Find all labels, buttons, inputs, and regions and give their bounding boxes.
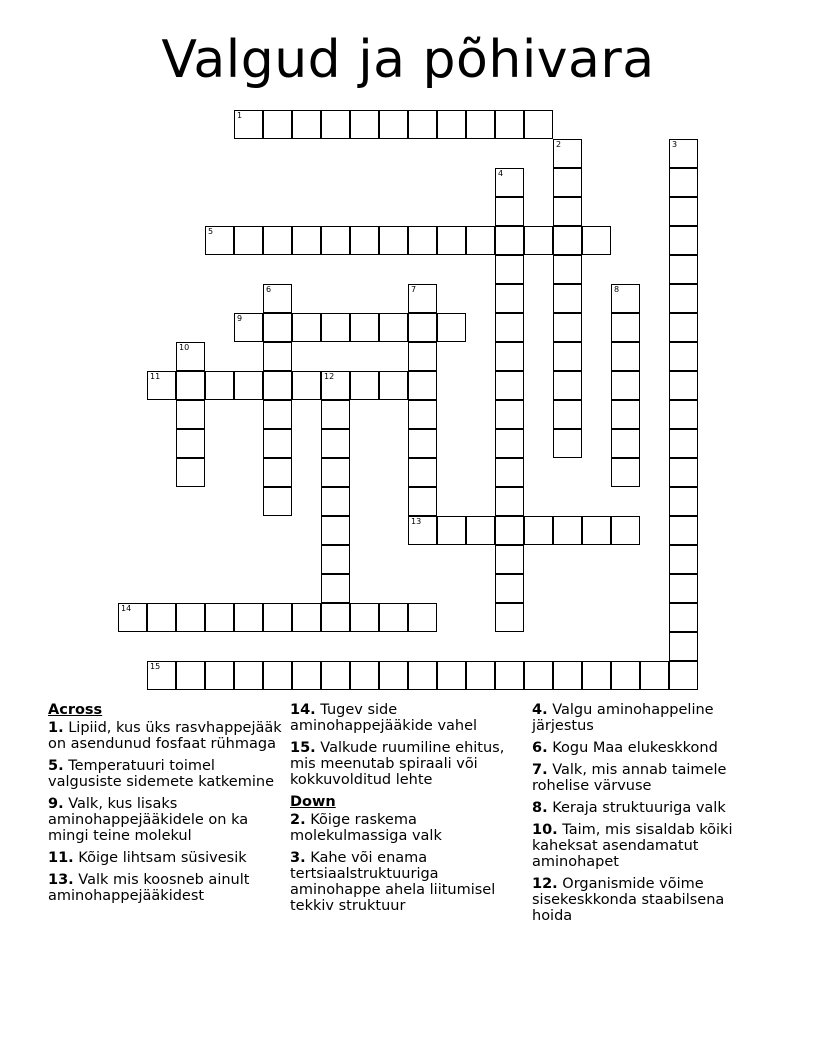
grid-cell[interactable] bbox=[263, 371, 292, 400]
grid-cell[interactable] bbox=[176, 661, 205, 690]
grid-cell[interactable] bbox=[466, 226, 495, 255]
grid-cell[interactable] bbox=[292, 661, 321, 690]
grid-cell[interactable] bbox=[321, 603, 350, 632]
grid-cell[interactable] bbox=[669, 284, 698, 313]
grid-cell[interactable] bbox=[495, 545, 524, 574]
grid-cell[interactable] bbox=[669, 574, 698, 603]
cell-number: 2 bbox=[556, 140, 562, 149]
grid-cell[interactable] bbox=[379, 661, 408, 690]
cell-number: 6 bbox=[266, 285, 272, 294]
grid-cell[interactable] bbox=[176, 429, 205, 458]
grid-cell[interactable] bbox=[495, 342, 524, 371]
grid-cell[interactable] bbox=[611, 371, 640, 400]
grid-cell[interactable] bbox=[553, 226, 582, 255]
clue-text: Kõige lihtsam süsivesik bbox=[78, 850, 247, 866]
clue-text: Organismide võime sisekeskkonda staabilsena hoida bbox=[532, 876, 725, 924]
grid-cell[interactable] bbox=[379, 226, 408, 255]
grid-cell[interactable] bbox=[495, 603, 524, 632]
grid-cell[interactable] bbox=[582, 226, 611, 255]
grid-cell[interactable] bbox=[321, 458, 350, 487]
clue-text: Lipiid, kus üks rasvhappejääk on asendunud fosfaat rühmaga bbox=[48, 720, 282, 752]
grid-cell[interactable] bbox=[263, 429, 292, 458]
grid-cell[interactable] bbox=[553, 313, 582, 342]
grid-cell[interactable] bbox=[408, 284, 437, 313]
clue-text: Valk, kus lisaks aminohappejääkidele on ka mingi teine molekul bbox=[48, 796, 249, 844]
clue-number: 13. bbox=[48, 872, 74, 888]
grid-cell[interactable] bbox=[176, 371, 205, 400]
grid-cell[interactable] bbox=[611, 429, 640, 458]
cell-number: 14 bbox=[121, 604, 132, 613]
clue-text: Keraja struktuuriga valk bbox=[552, 800, 726, 816]
grid-cell[interactable] bbox=[669, 516, 698, 545]
grid-cell[interactable] bbox=[379, 313, 408, 342]
clue-text: Tugev side aminohappejääkide vahel bbox=[290, 702, 478, 734]
grid-cell[interactable] bbox=[147, 661, 176, 690]
clue-text: Valgu aminohappeline järjestus bbox=[532, 702, 714, 734]
down-heading: Down bbox=[290, 794, 336, 810]
grid-cell[interactable] bbox=[669, 661, 698, 690]
grid-cell[interactable] bbox=[321, 429, 350, 458]
grid-cell[interactable] bbox=[495, 429, 524, 458]
clue-text: Taim, mis sisaldab kõiki kaheksat asendamatut aminohapet bbox=[532, 822, 733, 870]
grid-cell[interactable] bbox=[292, 603, 321, 632]
cell-number: 7 bbox=[411, 285, 417, 294]
grid-cell[interactable] bbox=[466, 110, 495, 139]
grid-cell[interactable] bbox=[669, 313, 698, 342]
grid-cell[interactable] bbox=[321, 110, 350, 139]
cell-number: 12 bbox=[324, 372, 335, 381]
grid-cell[interactable] bbox=[408, 371, 437, 400]
grid-cell[interactable] bbox=[147, 371, 176, 400]
clue-across-13 bbox=[48, 872, 284, 904]
grid-cell[interactable] bbox=[495, 284, 524, 313]
grid-cell[interactable] bbox=[495, 574, 524, 603]
grid-cell[interactable] bbox=[495, 516, 524, 545]
grid-cell[interactable] bbox=[524, 516, 553, 545]
grid-cell[interactable] bbox=[205, 661, 234, 690]
clue-across-14 bbox=[290, 702, 526, 734]
clue-across-1 bbox=[48, 720, 284, 752]
clue-number: 6. bbox=[532, 740, 548, 756]
clue-number: 9. bbox=[48, 796, 64, 812]
grid-cell[interactable] bbox=[408, 342, 437, 371]
cell-number: 8 bbox=[614, 285, 620, 294]
grid-cell[interactable] bbox=[263, 661, 292, 690]
grid-cell[interactable] bbox=[350, 603, 379, 632]
grid-cell[interactable] bbox=[379, 603, 408, 632]
grid-cell[interactable] bbox=[263, 226, 292, 255]
grid-cell[interactable] bbox=[408, 661, 437, 690]
grid-cell[interactable] bbox=[350, 110, 379, 139]
grid-cell[interactable] bbox=[495, 458, 524, 487]
grid-cell[interactable] bbox=[495, 661, 524, 690]
grid-cell[interactable] bbox=[234, 603, 263, 632]
clue-down-6 bbox=[532, 740, 768, 756]
grid-cell[interactable] bbox=[669, 139, 698, 168]
grid-cell[interactable] bbox=[234, 313, 263, 342]
grid-cell[interactable] bbox=[321, 313, 350, 342]
grid-cell[interactable] bbox=[495, 313, 524, 342]
grid-cell[interactable] bbox=[611, 400, 640, 429]
grid-cell[interactable] bbox=[292, 110, 321, 139]
grid-cell[interactable] bbox=[176, 603, 205, 632]
grid-cell[interactable] bbox=[611, 661, 640, 690]
grid-cell[interactable] bbox=[669, 487, 698, 516]
grid-cell[interactable] bbox=[408, 516, 437, 545]
grid-cell[interactable] bbox=[321, 371, 350, 400]
grid-cell[interactable] bbox=[292, 371, 321, 400]
clue-column-2 bbox=[290, 702, 526, 920]
grid-cell[interactable] bbox=[669, 342, 698, 371]
grid-cell[interactable] bbox=[408, 429, 437, 458]
grid-cell[interactable] bbox=[611, 313, 640, 342]
clue-number: 4. bbox=[532, 702, 548, 718]
cell-number: 13 bbox=[411, 517, 422, 526]
grid-cell[interactable] bbox=[669, 603, 698, 632]
grid-cell[interactable] bbox=[669, 371, 698, 400]
grid-cell[interactable] bbox=[263, 110, 292, 139]
grid-cell[interactable] bbox=[495, 110, 524, 139]
grid-cell[interactable] bbox=[350, 226, 379, 255]
grid-cell[interactable] bbox=[263, 603, 292, 632]
grid-cell[interactable] bbox=[640, 661, 669, 690]
grid-cell[interactable] bbox=[611, 284, 640, 313]
clue-number: 11. bbox=[48, 850, 74, 866]
grid-cell[interactable] bbox=[495, 168, 524, 197]
grid-cell[interactable] bbox=[234, 110, 263, 139]
grid-cell[interactable] bbox=[553, 139, 582, 168]
grid-cell[interactable] bbox=[495, 371, 524, 400]
grid-cell[interactable] bbox=[495, 197, 524, 226]
grid-cell[interactable] bbox=[524, 110, 553, 139]
grid-cell[interactable] bbox=[234, 371, 263, 400]
grid-cell[interactable] bbox=[321, 574, 350, 603]
cell-number: 4 bbox=[498, 169, 504, 178]
grid-cell[interactable] bbox=[437, 110, 466, 139]
grid-cell[interactable] bbox=[350, 661, 379, 690]
clue-text: Kõige raskema molekulmassiga valk bbox=[290, 812, 442, 844]
clue-column-3 bbox=[532, 702, 768, 930]
grid-cell[interactable] bbox=[669, 255, 698, 284]
cell-number: 15 bbox=[150, 662, 161, 671]
across-heading: Across bbox=[48, 702, 103, 718]
clue-down-12 bbox=[532, 876, 768, 924]
grid-cell[interactable] bbox=[553, 197, 582, 226]
grid-cell[interactable] bbox=[669, 400, 698, 429]
clue-number: 1. bbox=[48, 720, 64, 736]
grid-cell[interactable] bbox=[321, 661, 350, 690]
cell-number: 9 bbox=[237, 314, 243, 323]
clue-down-4 bbox=[532, 702, 768, 734]
grid-cell[interactable] bbox=[553, 255, 582, 284]
grid-cell[interactable] bbox=[408, 110, 437, 139]
grid-cell[interactable] bbox=[553, 168, 582, 197]
grid-cell[interactable] bbox=[205, 603, 234, 632]
grid-cell[interactable] bbox=[437, 226, 466, 255]
clue-number: 3. bbox=[290, 850, 306, 866]
cell-number: 10 bbox=[179, 343, 190, 352]
clue-number: 8. bbox=[532, 800, 548, 816]
grid-cell[interactable] bbox=[176, 342, 205, 371]
grid-cell[interactable] bbox=[611, 342, 640, 371]
grid-cell[interactable] bbox=[437, 661, 466, 690]
grid-cell[interactable] bbox=[263, 458, 292, 487]
clue-number: 15. bbox=[290, 740, 316, 756]
grid-cell[interactable] bbox=[234, 226, 263, 255]
grid-cell[interactable] bbox=[408, 603, 437, 632]
clue-column-1 bbox=[48, 702, 284, 910]
grid-cell[interactable] bbox=[263, 284, 292, 313]
grid-cell[interactable] bbox=[611, 516, 640, 545]
clue-across-9 bbox=[48, 796, 284, 844]
clue-number: 7. bbox=[532, 762, 548, 778]
cell-number: 5 bbox=[208, 227, 214, 236]
clue-number: 10. bbox=[532, 822, 558, 838]
clue-down-7 bbox=[532, 762, 768, 794]
grid-cell[interactable] bbox=[408, 313, 437, 342]
clue-down-3 bbox=[290, 850, 526, 914]
grid-cell[interactable] bbox=[205, 371, 234, 400]
grid-cell[interactable] bbox=[176, 400, 205, 429]
cell-number: 3 bbox=[672, 140, 678, 149]
grid-cell[interactable] bbox=[408, 226, 437, 255]
grid-cell[interactable] bbox=[553, 284, 582, 313]
grid-cell[interactable] bbox=[437, 516, 466, 545]
grid-cell[interactable] bbox=[437, 313, 466, 342]
grid-cell[interactable] bbox=[669, 545, 698, 574]
grid-cell[interactable] bbox=[669, 197, 698, 226]
clue-across-15 bbox=[290, 740, 526, 788]
grid-cell[interactable] bbox=[321, 226, 350, 255]
grid-cell[interactable] bbox=[350, 313, 379, 342]
cell-number: 1 bbox=[237, 111, 243, 120]
grid-cell[interactable] bbox=[292, 313, 321, 342]
grid-cell[interactable] bbox=[408, 458, 437, 487]
grid-cell[interactable] bbox=[553, 661, 582, 690]
grid-cell[interactable] bbox=[379, 110, 408, 139]
grid-cell[interactable] bbox=[495, 226, 524, 255]
clue-text: Kogu Maa elukeskkond bbox=[552, 740, 718, 756]
grid-cell[interactable] bbox=[669, 458, 698, 487]
clue-across-5 bbox=[48, 758, 284, 790]
grid-cell[interactable] bbox=[118, 603, 147, 632]
cell-number: 11 bbox=[150, 372, 161, 381]
clue-text: Valkude ruumiline ehitus, mis meenutab spiraali või kokkuvolditud lehte bbox=[290, 740, 505, 788]
grid-cell[interactable] bbox=[263, 400, 292, 429]
clue-down-8 bbox=[532, 800, 768, 816]
grid-cell[interactable] bbox=[263, 342, 292, 371]
grid-cell[interactable] bbox=[553, 371, 582, 400]
grid-cell[interactable] bbox=[524, 661, 553, 690]
grid-cell[interactable] bbox=[553, 342, 582, 371]
grid-cell[interactable] bbox=[263, 487, 292, 516]
grid-cell[interactable] bbox=[263, 313, 292, 342]
grid-cell[interactable] bbox=[292, 226, 321, 255]
grid-cell[interactable] bbox=[669, 168, 698, 197]
grid-cell[interactable] bbox=[611, 458, 640, 487]
grid-cell[interactable] bbox=[350, 371, 379, 400]
clue-number: 2. bbox=[290, 812, 306, 828]
grid-cell[interactable] bbox=[582, 516, 611, 545]
clue-text: Kahe või enama tertsiaalstruktuuriga aminohappe ahela liitumisel tekkiv struktuur bbox=[290, 850, 496, 914]
grid-cell[interactable] bbox=[669, 226, 698, 255]
grid-cell[interactable] bbox=[553, 516, 582, 545]
grid-cell[interactable] bbox=[582, 661, 611, 690]
clue-number: 14. bbox=[290, 702, 316, 718]
grid-cell[interactable] bbox=[321, 487, 350, 516]
clue-down-2 bbox=[290, 812, 526, 844]
clue-number: 5. bbox=[48, 758, 64, 774]
grid-cell[interactable] bbox=[408, 487, 437, 516]
grid-cell[interactable] bbox=[321, 400, 350, 429]
grid-cell[interactable] bbox=[408, 400, 437, 429]
grid-cell[interactable] bbox=[669, 429, 698, 458]
clue-across-11 bbox=[48, 850, 284, 866]
clue-text: Temperatuuri toimel valgusiste sidemete katkemine bbox=[48, 758, 274, 790]
grid-cell[interactable] bbox=[495, 400, 524, 429]
grid-cell[interactable] bbox=[321, 545, 350, 574]
grid-cell[interactable] bbox=[234, 661, 263, 690]
grid-cell[interactable] bbox=[321, 516, 350, 545]
page-title: Valgud ja põhivara bbox=[161, 30, 655, 90]
grid-cell[interactable] bbox=[669, 632, 698, 661]
grid-cell[interactable] bbox=[466, 661, 495, 690]
clue-text: Valk mis koosneb ainult aminohappejääkidest bbox=[48, 872, 250, 904]
grid-cell[interactable] bbox=[553, 429, 582, 458]
grid-cell[interactable] bbox=[379, 371, 408, 400]
grid-cell[interactable] bbox=[466, 516, 495, 545]
grid-cell[interactable] bbox=[524, 226, 553, 255]
grid-cell[interactable] bbox=[495, 487, 524, 516]
grid-cell[interactable] bbox=[495, 255, 524, 284]
clue-text: Valk, mis annab taimele rohelise värvuse bbox=[532, 762, 727, 794]
clue-number: 12. bbox=[532, 876, 558, 892]
grid-cell[interactable] bbox=[205, 226, 234, 255]
grid-cell[interactable] bbox=[147, 603, 176, 632]
grid-cell[interactable] bbox=[553, 400, 582, 429]
clue-down-10 bbox=[532, 822, 768, 870]
grid-cell[interactable] bbox=[176, 458, 205, 487]
